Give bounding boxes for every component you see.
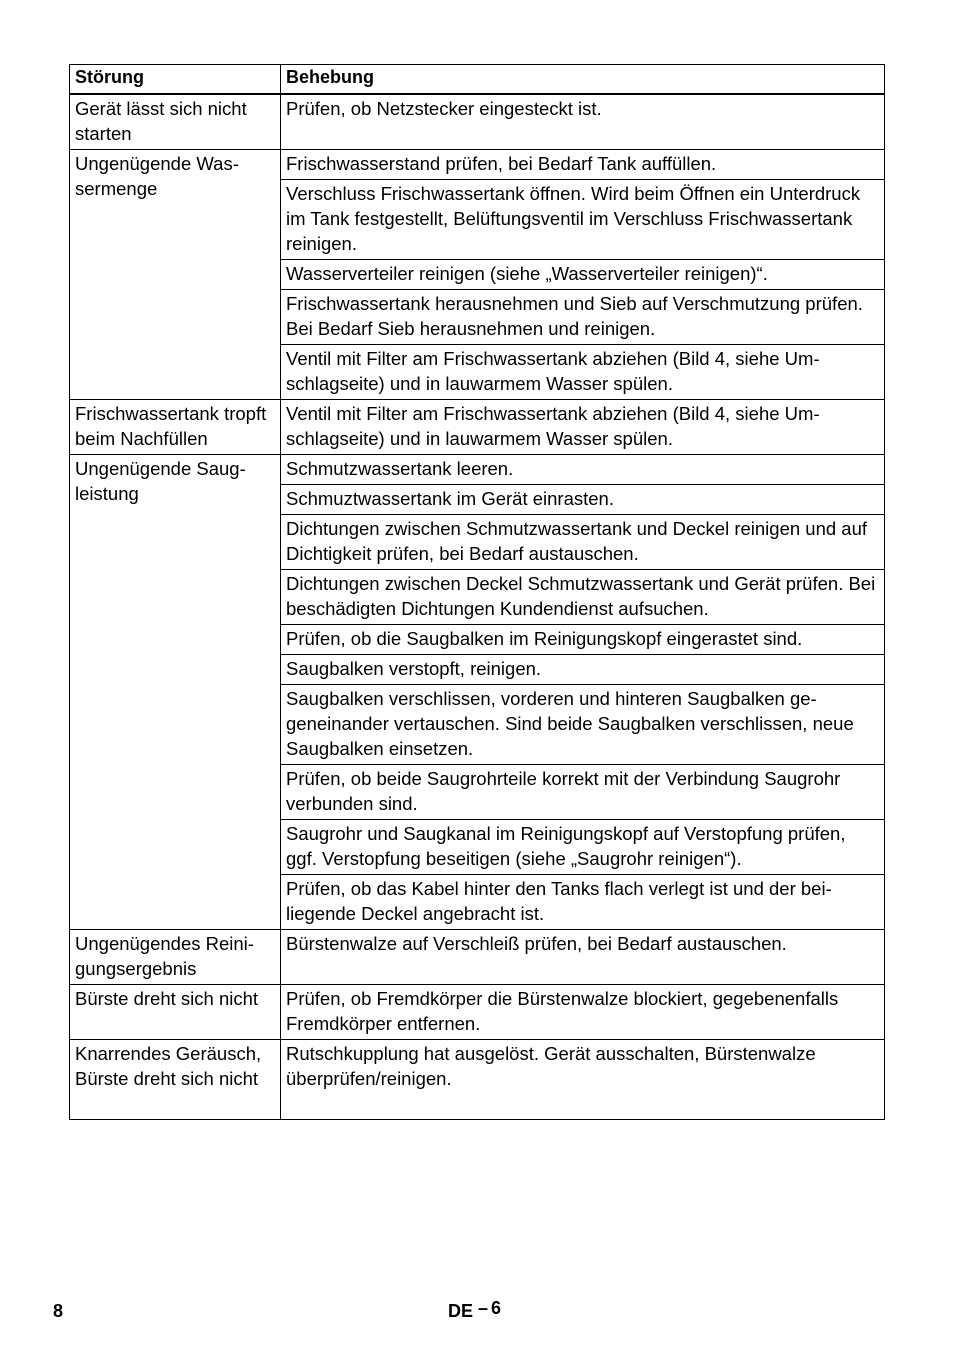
remedy-cell: Prüfen, ob die Saugbalken im Reinigungskopf eingerastet sind. — [281, 624, 885, 654]
remedy-cell: Saugbalken verschlissen, vorderen und hinteren Saugbalken gegeneinander vertauschen. Sind beide Saugbalken verschlissen, neue Saugbalken einsetzen. — [281, 684, 885, 764]
remedy-cell: Frischwasserstand prüfen, bei Bedarf Tank auffüllen. — [281, 149, 885, 179]
fault-cell: Bürste dreht sich nicht — [70, 984, 281, 1039]
table-row — [70, 984, 885, 1039]
fault-cell: Gerät lässt sich nicht starten — [70, 94, 281, 150]
remedy-cell: Schmuztwassertank im Gerät einrasten. — [281, 484, 885, 514]
remedy-cell: Schmutzwassertank leeren. — [281, 454, 885, 484]
remedy-cell: Frischwassertank herausnehmen und Sieb auf Verschmutzung prüfen. Bei Bedarf Sieb herausnehmen und reinigen. — [281, 289, 885, 344]
fault-cell: Ungenügendes Reinigungsergebnis — [70, 929, 281, 984]
remedy-cell: Prüfen, ob beide Saugrohrteile korrekt mit der Verbindung Saugrohr verbunden sind. — [281, 764, 885, 819]
fault-cell: Ungenügende Wassermenge — [70, 149, 281, 399]
table-row — [70, 399, 885, 454]
footer-section-page: 6 — [491, 1298, 502, 1318]
table-row — [70, 454, 885, 484]
remedy-cell: Verschluss Frischwassertank öffnen. Wird beim Öffnen ein Unterdruck im Tank festgestellt, Belüftungsventil im Verschluss Frischwassertank reinigen. — [281, 179, 885, 259]
troubleshooting-table — [69, 64, 885, 1120]
table-row — [70, 94, 885, 150]
remedy-cell: Ventil mit Filter am Frischwassertank abziehen (Bild 4, siehe Umschlagseite) und in lauwarmem Wasser spülen. — [281, 399, 885, 454]
page-number: 8 — [53, 1301, 64, 1321]
table-row — [70, 149, 885, 179]
remedy-cell: Prüfen, ob das Kabel hinter den Tanks flach verlegt ist und der beiliegende Deckel angebracht ist. — [281, 874, 885, 929]
remedy-cell: Saugrohr und Saugkanal im Reinigungskopf auf Verstopfung prüfen, ggf. Verstopfung beseitigen (siehe „Saugrohr reinigen“). — [281, 819, 885, 874]
footer-section-label — [448, 1297, 501, 1319]
remedy-cell: Saugbalken verstopft, reinigen. — [281, 654, 885, 684]
table-row — [70, 929, 885, 984]
table-row — [70, 1039, 885, 1119]
remedy-cell: Dichtungen zwischen Schmutzwassertank und Deckel reinigen und auf Dichtigkeit prüfen, bei Bedarf austauschen. — [281, 514, 885, 569]
table-header-row — [70, 65, 885, 94]
column-header-remedy: Behebung — [281, 65, 885, 94]
table-body — [70, 94, 885, 1120]
fault-cell: Ungenügende Saugleistung — [70, 454, 281, 929]
footer-language: DE — [448, 1301, 474, 1321]
remedy-cell: Dichtungen zwischen Deckel Schmutzwassertank und Gerät prüfen. Bei beschädigten Dichtungen Kundendienst aufsuchen. — [281, 569, 885, 624]
remedy-cell: Prüfen, ob Netzstecker eingesteckt ist. — [281, 94, 885, 150]
fault-cell: Knarrendes Geräusch, Bürste dreht sich nicht — [70, 1039, 281, 1119]
fault-cell: Frischwassertank tropft beim Nachfüllen — [70, 399, 281, 454]
remedy-cell: Rutschkupplung hat ausgelöst. Gerät ausschalten, Bürstenwalze überprüfen/reinigen. — [281, 1039, 885, 1119]
footer-separator: – — [478, 1298, 489, 1318]
column-header-fault: Störung — [70, 65, 281, 94]
remedy-cell: Bürstenwalze auf Verschleiß prüfen, bei Bedarf austauschen. — [281, 929, 885, 984]
remedy-cell: Ventil mit Filter am Frischwassertank abziehen (Bild 4, siehe Umschlagseite) und in lauwarmem Wasser spülen. — [281, 344, 885, 399]
remedy-cell: Prüfen, ob Fremdkörper die Bürstenwalze blockiert, gegebenenfalls Fremdkörper entfernen. — [281, 984, 885, 1039]
remedy-cell: Wasserverteiler reinigen (siehe „Wasserverteiler reinigen)“. — [281, 259, 885, 289]
